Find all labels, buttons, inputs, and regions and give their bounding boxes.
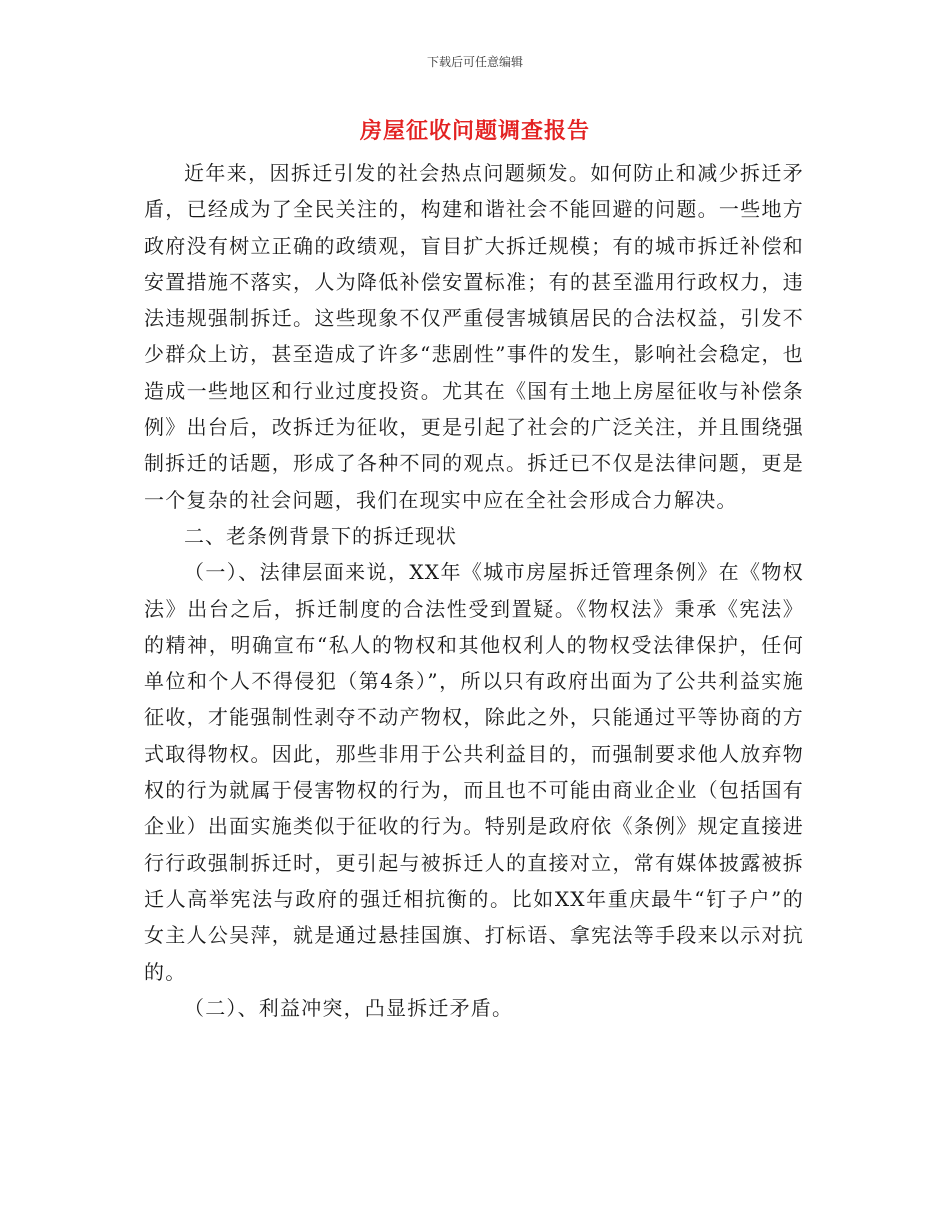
paragraph-intro: 近年来，因拆迁引发的社会热点问题频发。如何防止和减少拆迁矛盾，已经成为了全民关注的，构建和谐社会不能回避的问题。一些地方政府没有树立正确的政绩观，盲目扩大拆迁规模；有的城市拆迁补偿和安置措施不落实，人为降低补偿安置标准；有的甚至滥用行政权力，违法违规强制拆迁。这些现象不仅严重侵害城镇居民的合法权益，引发不少群众上访，甚至造成了许多“悲剧性”事件的发生，影响社会稳定，也造成一些地区和行业过度投资。尤其在《国有土地上房屋征收与补偿条例》出台后，改拆迁为征收，更是引起了社会的广泛关注，并且围绕强制拆迁的话题，形成了各种不同的观点。拆迁已不仅是法律问题，更是一个复杂的社会问题，我们在现实中应在全社会形成合力解决。 [144,161,804,512]
document-body [144,155,804,1026]
paragraph-legal-level: （一）、法律层面来说，XX年《城市房屋拆迁管理条例》在《物权法》出台之后，拆迁制度的合法性受到置疑。《物权法》秉承《宪法》的精神，明确宣布“私人的物权和其他权利人的物权受法律保护，任何单位和个人不得侵犯（第4条）”，所以只有政府出面为了公共利益实施征收，才能强制性剥夺不动产物权，除此之外，只能通过平等协商的方式取得物权。因此，那些非用于公共利益目的，而强制要求他人放弃物权的行为就属于侵害物权的行为，而且也不可能由商业企业（包括国有企业）出面实施类似于征收的行为。特别是政府依《条例》规定直接进行行政强制拆迁时，更引起与被拆迁人的直接对立，常有媒体披露被拆迁人高举宪法与政府的强迁相抗衡的。比如XX年重庆最牛“钉子户”的女主人公吴萍，就是通过悬挂国旗、打标语、拿宪法等手段来以示对抗的。 [144,560,804,984]
document-title: 房屋征收问题调查报告 [359,119,590,144]
header-note: 下载后可任意编辑 [426,55,523,69]
paragraph-interest-conflict: （二）、利益冲突，凸显拆迁矛盾。 [184,995,514,1020]
section-heading: 二、老条例背景下的拆迁现状 [184,523,457,548]
